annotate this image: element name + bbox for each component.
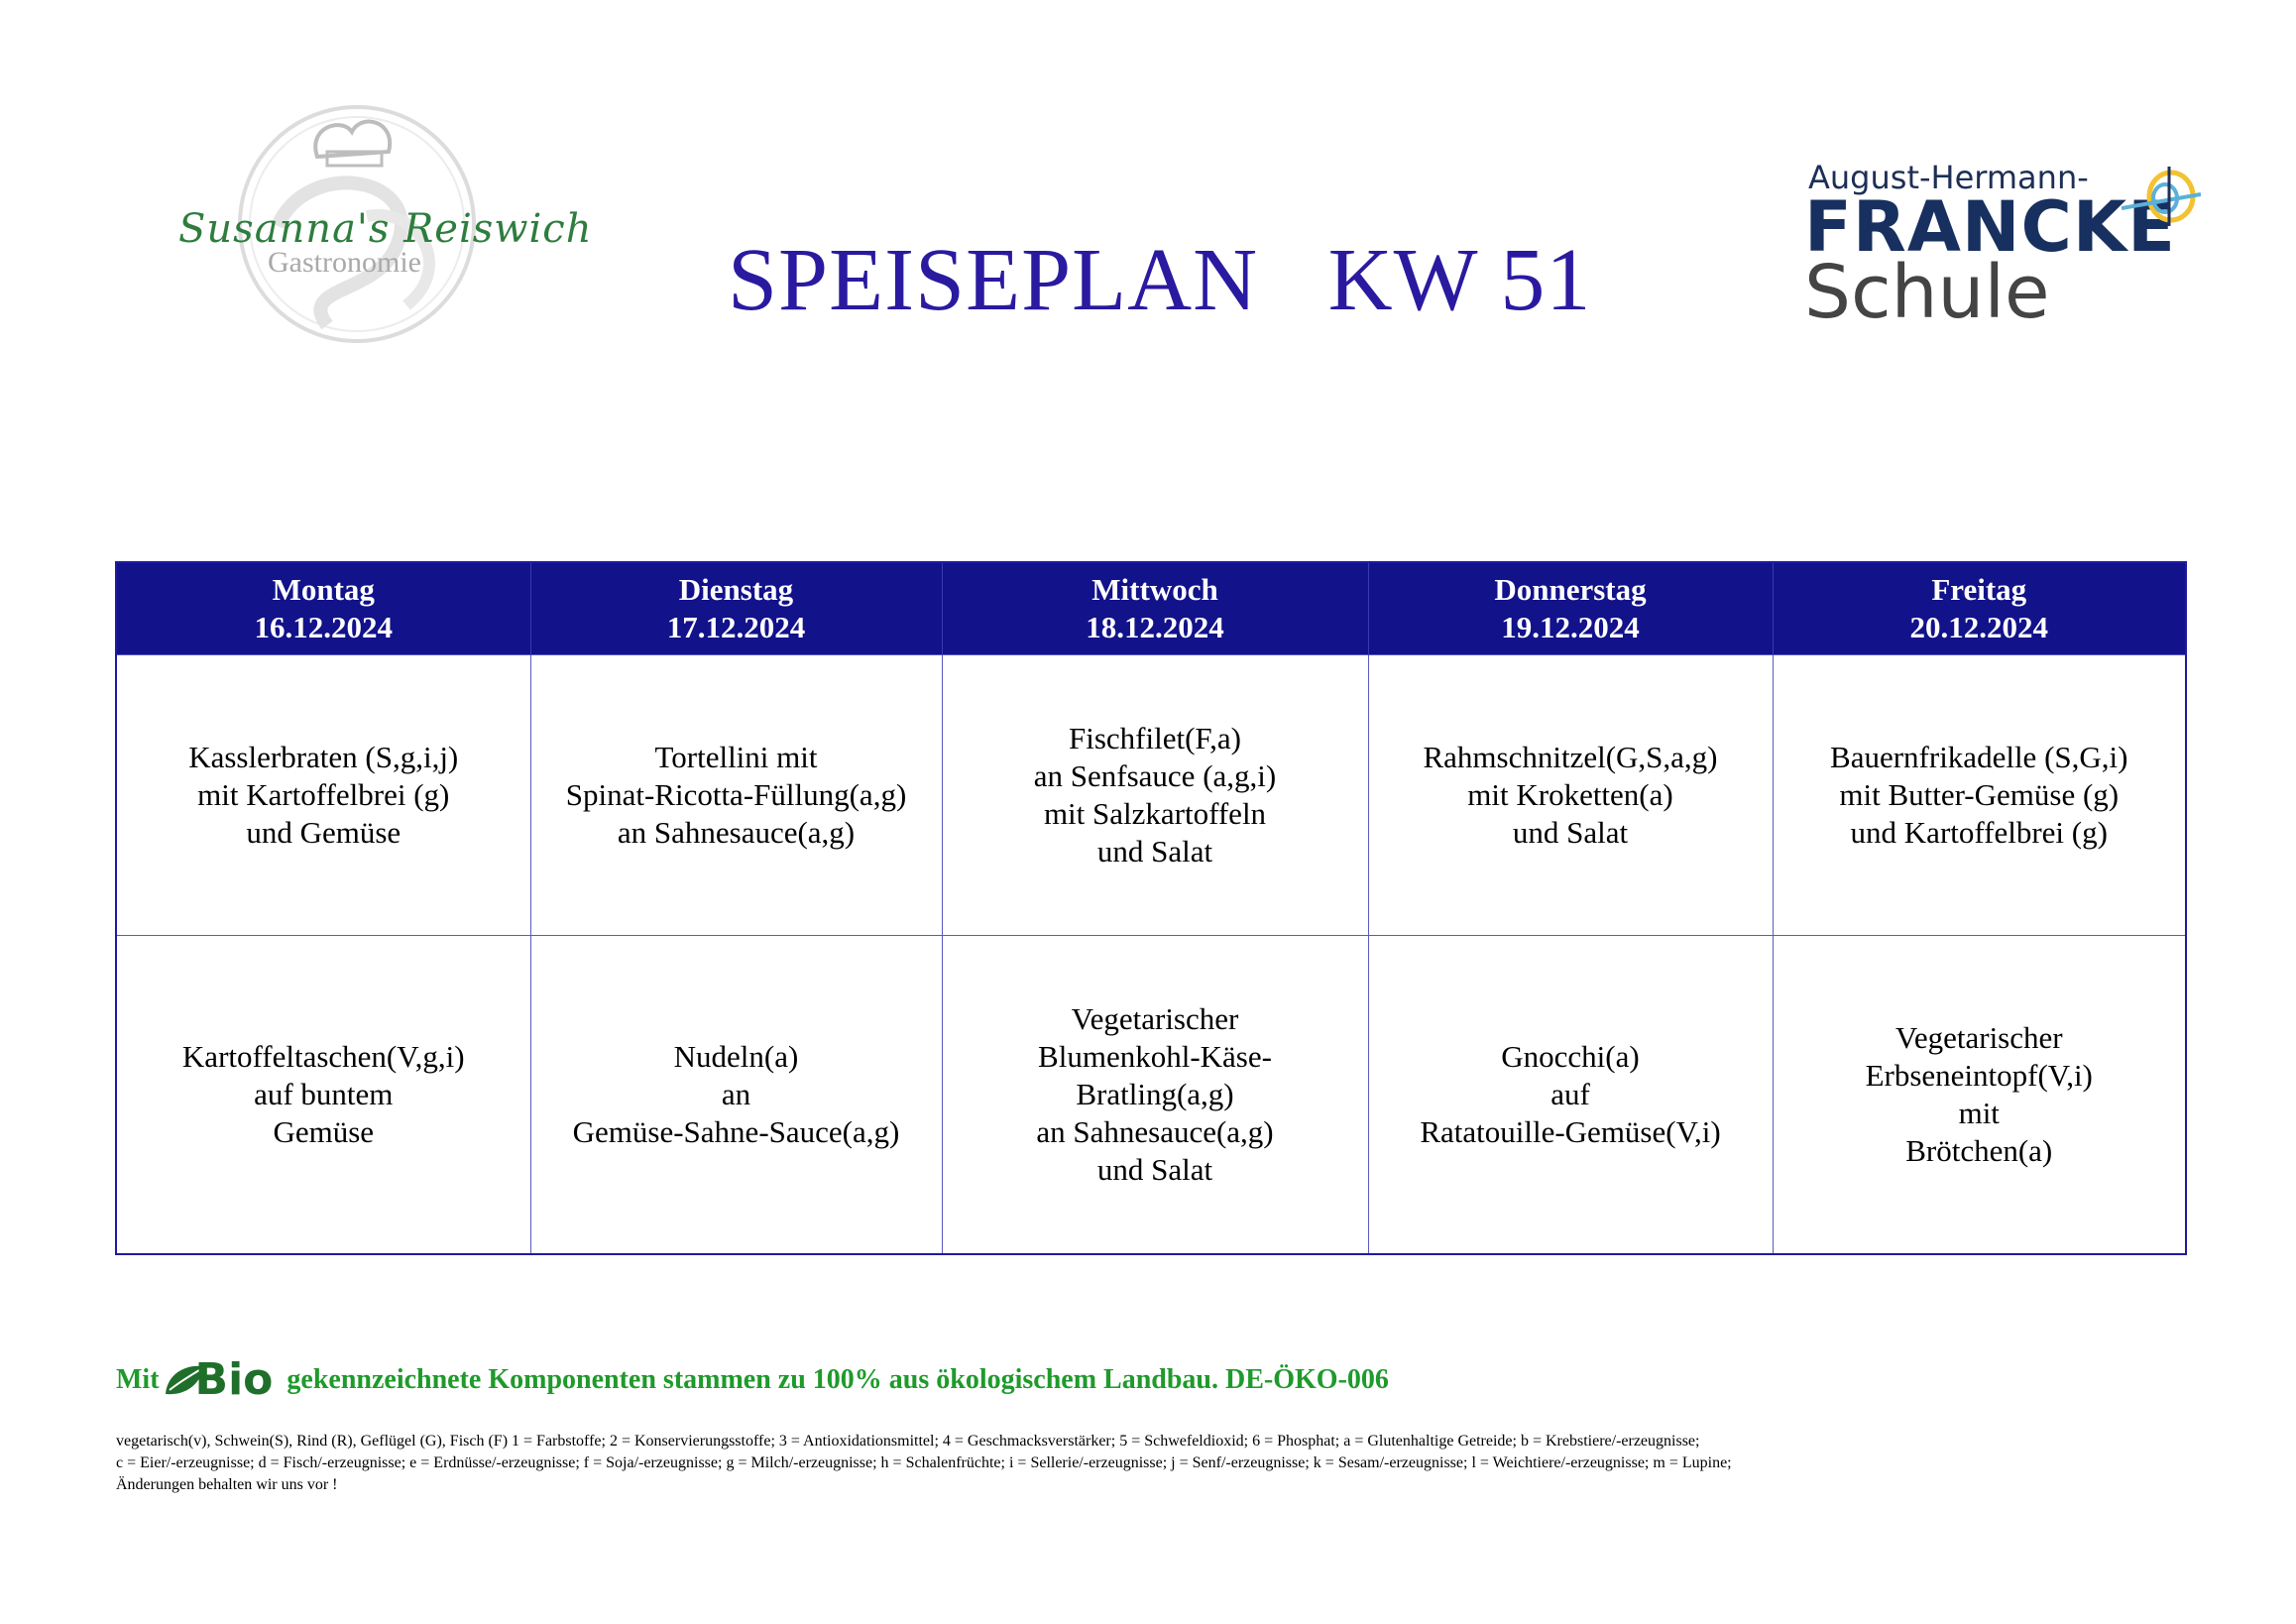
school-emblem-icon (2122, 157, 2201, 246)
menu-table (115, 561, 2187, 1255)
school-logo-line3: Schule (1804, 250, 2050, 335)
caterer-logo-name: Susanna's Reiswich (178, 206, 593, 252)
day-name: Freitag (1931, 572, 2027, 607)
header-wednesday (942, 562, 1368, 655)
dish-cell (942, 936, 1368, 1255)
table-header-row (116, 562, 2186, 655)
dish-text: Fischfilet(F,a) an Senfsauce (a,g,i) mit Salzkartoffeln und Salat (1033, 721, 1277, 869)
day-date: 16.12.2024 (254, 610, 393, 644)
day-date: 20.12.2024 (1909, 610, 2048, 644)
dish-cell (1368, 655, 1773, 936)
dish-cell (1368, 936, 1773, 1255)
dish-text: Rahmschnitzel(G,S,a,g) mit Kroketten(a) und Salat (1423, 740, 1718, 850)
page-title: SPEISEPLAN KW 51 (728, 231, 1592, 329)
dish-text: Kartoffeltaschen(V,g,i) auf buntem Gemüse (181, 1039, 465, 1149)
bio-notice (116, 1354, 1389, 1405)
dish-text: Gnocchi(a) auf Ratatouille-Gemüse(V,i) (1420, 1039, 1721, 1149)
dish-cell (530, 936, 942, 1255)
dish-cell (116, 655, 530, 936)
dish-cell (1773, 936, 2186, 1255)
header-monday (116, 562, 530, 655)
caterer-logo-subtitle: Gastronomie (268, 246, 421, 279)
legend-line: c = Eier/-erzeugnisse; d = Fisch/-erzeugnisse; e = Erdnüsse/-erzeugnisse; f = Soja/-erzeugnisse; g = Milch/-erzeugnisse; h = Schalenfrüchte; i = Sellerie/-erzeugnisse; j = Senf/-erzeugnisse; k = Sesam/-erzeugnisse; l = Weichtiere/-erzeugnisse; m = Lupine; (116, 1454, 1732, 1471)
dish-text: Nudeln(a) an Gemüse-Sahne-Sauce(a,g) (572, 1039, 900, 1149)
caterer-logo (169, 97, 593, 355)
legend-line: vegetarisch(v), Schwein(S), Rind (R), Geflügel (G), Fisch (F) 1 = Farbstoffe; 2 = Konservierungsstoffe; 3 = Antioxidationsmittel; 4 = Geschmacksverstärker; 5 = Schwefeldioxid; 6 = Phosphat; a = Glutenhaltige Getreide; b = Krebstiere/-erzeugnisse; (116, 1433, 1700, 1450)
bio-prefix: Mit (116, 1364, 160, 1395)
day-name: Montag (272, 572, 375, 607)
dish-cell (942, 655, 1368, 936)
dish-text: Vegetarischer Erbseneintopf(V,i) mit Brötchen(a) (1865, 1020, 2093, 1168)
dish-cell (530, 655, 942, 936)
day-date: 18.12.2024 (1086, 610, 1224, 644)
table-row (116, 655, 2186, 936)
allergen-legend (116, 1431, 1732, 1496)
bio-badge (162, 1354, 284, 1405)
school-logo-line1: August-Hermann- (1808, 159, 2089, 196)
bio-badge-text: Bio (194, 1354, 274, 1405)
school-logo (1804, 157, 2221, 335)
dish-text: Bauernfrikadelle (S,G,i) mit Butter-Gemüse (g) und Kartoffelbrei (g) (1830, 740, 2128, 850)
dish-text: Vegetarischer Blumenkohl-Käse- Bratling(a,g) an Sahnesauce(a,g) und Salat (1036, 1001, 1274, 1187)
day-name: Donnerstag (1494, 572, 1647, 607)
header-friday (1773, 562, 2186, 655)
bio-text: gekennzeichnete Komponenten stammen zu 100% aus ökologischem Landbau. DE-ÖKO-006 (287, 1364, 1389, 1395)
school-logo-line2: FRANCKE (1804, 186, 2176, 268)
day-name: Dienstag (678, 572, 794, 607)
header-thursday (1368, 562, 1773, 655)
day-name: Mittwoch (1091, 572, 1218, 607)
dish-text: Tortellini mit Spinat-Ricotta-Füllung(a,g) an Sahnesauce(a,g) (565, 740, 907, 850)
day-date: 19.12.2024 (1501, 610, 1640, 644)
dish-cell (1773, 655, 2186, 936)
day-date: 17.12.2024 (666, 610, 806, 644)
legend-line: Änderungen behalten wir uns vor ! (116, 1476, 338, 1493)
table-row (116, 936, 2186, 1255)
header-tuesday (530, 562, 942, 655)
dish-cell (116, 936, 530, 1255)
dish-text: Kasslerbraten (S,g,i,j) mit Kartoffelbrei (g) und Gemüse (188, 740, 459, 850)
